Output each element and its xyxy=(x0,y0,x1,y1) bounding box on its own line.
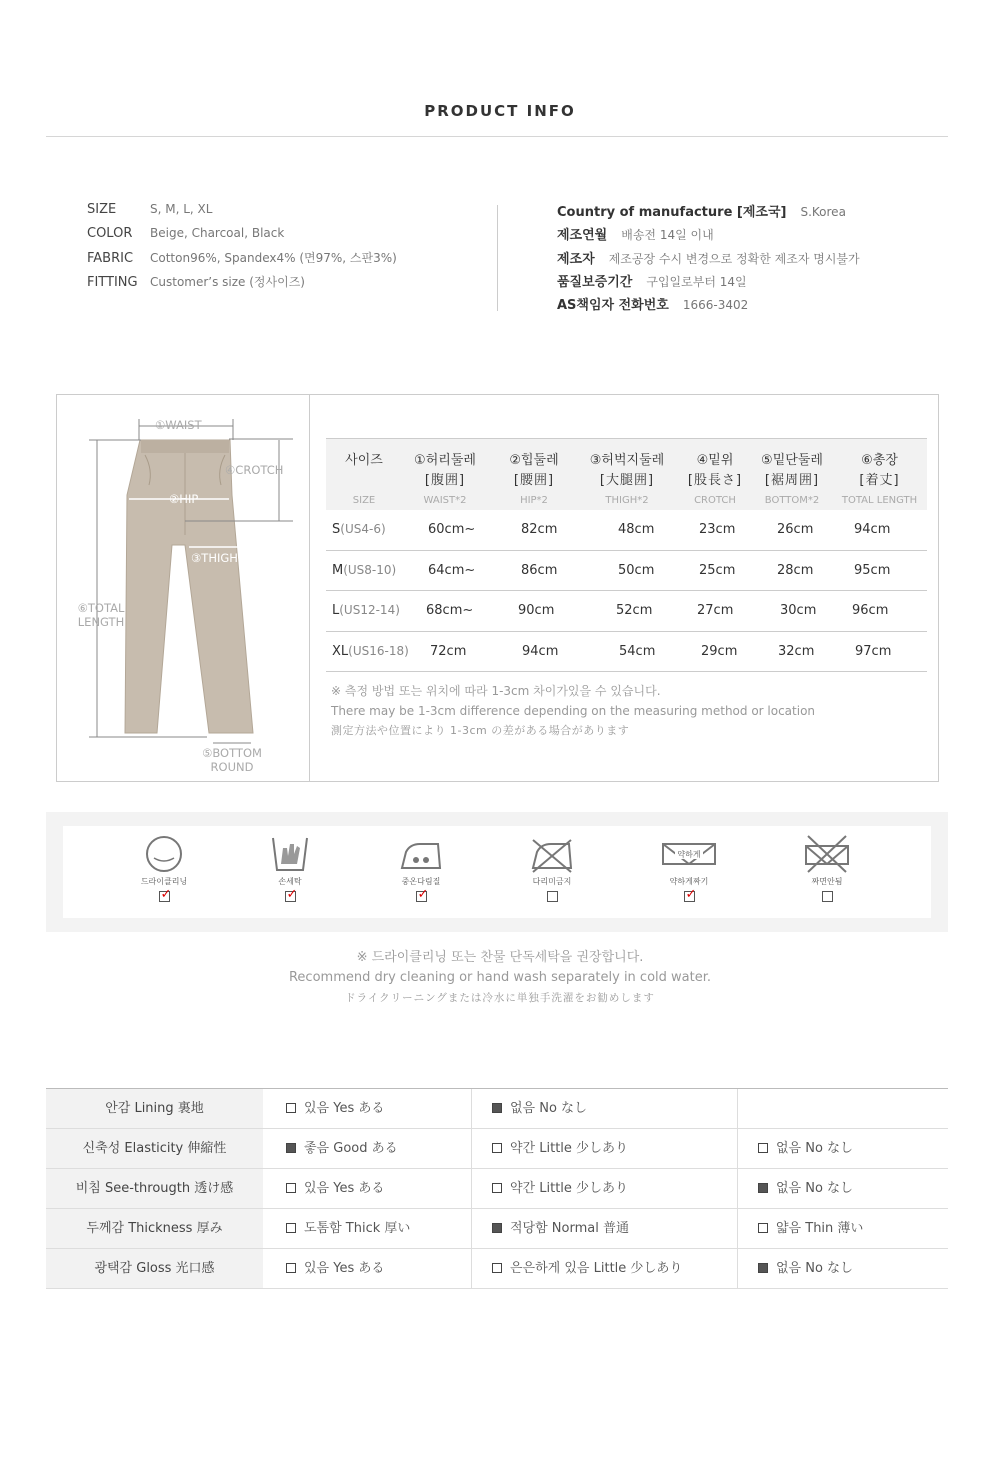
size-cell xyxy=(332,563,396,578)
attribute-option xyxy=(492,1169,628,1208)
attribute-option-selected xyxy=(492,1089,587,1128)
care-panel xyxy=(46,812,948,932)
size-cell xyxy=(332,603,400,618)
option-box xyxy=(758,1143,768,1153)
waist-label: ①WAIST xyxy=(155,418,202,432)
attribute-option xyxy=(286,1249,384,1288)
option-box-filled xyxy=(758,1263,768,1273)
attribute-row-gloss xyxy=(46,1249,948,1289)
spec-row xyxy=(87,202,397,226)
table-row xyxy=(326,632,927,673)
bottom-round-label-line1: ⑤BOTTOM xyxy=(202,746,262,760)
size-us: (US16-18) xyxy=(348,643,409,658)
thigh-label: ③THIGH xyxy=(191,551,238,565)
header-ja: [大腿囲] xyxy=(599,473,655,488)
care-item-hand-wash xyxy=(230,834,350,902)
option-box-filled xyxy=(492,1223,502,1233)
option-text: 있음 Yes ある xyxy=(304,1101,385,1116)
spec-key: COLOR xyxy=(87,225,133,241)
waist-cell: 72cm xyxy=(430,643,467,659)
size-name: XL xyxy=(332,643,349,659)
thigh-cell: 54cm xyxy=(619,643,656,659)
care-item-no-wring xyxy=(767,834,887,902)
attribute-label: 신축성 Elasticity 伸縮性 xyxy=(46,1129,263,1168)
waist-cell: 64cm~ xyxy=(428,562,476,578)
spec-key: FABRIC xyxy=(87,251,134,266)
header-ja: [腰囲] xyxy=(513,473,555,488)
attribute-option-selected xyxy=(758,1169,853,1208)
option-text: 없음 No なし xyxy=(776,1181,854,1196)
option-text: 좋음 Good ある xyxy=(304,1141,398,1156)
option-box xyxy=(286,1263,296,1273)
waist-cell: 68cm~ xyxy=(426,603,474,618)
spec-list-right xyxy=(557,201,860,317)
total-cell: 96cm xyxy=(852,603,889,618)
bottom-cell: 32cm xyxy=(778,643,815,659)
spec-value: 구입일로부터 14일 xyxy=(646,274,747,289)
attribute-option xyxy=(492,1249,682,1288)
care-item-iron-medium xyxy=(361,834,481,902)
spec-row xyxy=(557,248,860,271)
attribute-option-selected xyxy=(758,1249,853,1288)
column-divider xyxy=(737,1129,738,1168)
pants-illustration xyxy=(57,395,310,781)
option-box xyxy=(286,1103,296,1113)
care-checkbox-checked xyxy=(416,887,429,902)
size-us: (US8-10) xyxy=(343,562,397,577)
spec-row xyxy=(557,201,860,224)
size-table xyxy=(326,438,927,672)
option-text: 약간 Little 少しあり xyxy=(510,1141,629,1156)
table-row xyxy=(326,551,927,592)
no-wring-icon xyxy=(802,834,852,874)
option-box xyxy=(286,1183,296,1193)
header-ko: ①허리둘레 xyxy=(414,453,476,468)
care-item-no-iron xyxy=(492,834,612,902)
header-size xyxy=(326,451,402,509)
total-length-label-line1: ⑥TOTAL xyxy=(77,601,125,615)
option-text: 얇음 Thin 薄い xyxy=(776,1221,864,1236)
spec-list-left xyxy=(87,202,397,296)
option-text: 적당함 Normal 普通 xyxy=(510,1221,629,1236)
spec-value: 배송전 14일 이내 xyxy=(621,228,714,243)
crotch-cell: 27cm xyxy=(697,603,734,618)
thigh-cell: 52cm xyxy=(616,603,653,618)
option-text: 없음 No なし xyxy=(510,1101,588,1116)
size-name: M xyxy=(332,562,344,578)
check-mark-icon: ✓ xyxy=(685,887,697,902)
header-ko: ③허벅지둘레 xyxy=(589,453,665,468)
header-total xyxy=(832,451,927,509)
option-box xyxy=(758,1223,768,1233)
spec-divider xyxy=(497,205,498,311)
option-box-filled xyxy=(492,1103,502,1113)
hip-cell: 94cm xyxy=(522,643,559,659)
bottom-cell: 26cm xyxy=(777,522,814,537)
attribute-option xyxy=(286,1169,384,1208)
attribute-option-selected xyxy=(492,1209,629,1248)
size-us: (US12-14) xyxy=(339,603,400,617)
header-en: WAIST*2 xyxy=(423,495,467,506)
spec-value: Cotton96%, Spandex4% (면97%, 스판3%) xyxy=(150,251,397,265)
hip-label: ②HIP xyxy=(169,492,199,506)
header-ja xyxy=(326,471,402,491)
option-box xyxy=(492,1263,502,1273)
attribute-option xyxy=(758,1129,853,1168)
header-ja: [裾周囲] xyxy=(764,473,820,488)
attribute-option-selected xyxy=(286,1129,398,1168)
attribute-row-elasticity xyxy=(46,1129,948,1169)
attribute-option xyxy=(286,1089,384,1128)
spec-value: Customer’s size (정사이즈) xyxy=(150,274,305,289)
option-text: 있음 Yes ある xyxy=(304,1181,385,1196)
spec-key: 제조연월 xyxy=(557,228,608,244)
column-divider xyxy=(737,1169,738,1208)
column-divider xyxy=(471,1129,472,1168)
care-label: 손세탁 xyxy=(278,877,302,886)
size-chart-box xyxy=(56,394,939,782)
care-checkbox-checked xyxy=(285,887,298,902)
attribute-row-lining xyxy=(46,1089,948,1129)
header-bottom xyxy=(752,451,832,509)
option-text: 약간 Little 少しあり xyxy=(510,1181,629,1196)
size-us: (US4-6) xyxy=(340,522,386,536)
spec-row xyxy=(557,224,860,247)
care-note-ja: ドライクリーニングまたは冷水に単独手洗濯をお勧めします xyxy=(345,992,655,1004)
header-ko: ⑥총장 xyxy=(861,453,898,468)
spec-row xyxy=(87,249,397,273)
care-label: 드라이클리닝 xyxy=(140,877,188,886)
care-checkbox-checked xyxy=(159,887,172,902)
size-cell xyxy=(332,522,386,537)
spec-row xyxy=(87,226,397,250)
spec-value: Beige, Charcoal, Black xyxy=(150,225,285,240)
title-divider xyxy=(46,136,948,137)
no-iron-icon xyxy=(529,834,575,874)
care-label: 약하게짜기 xyxy=(669,877,709,886)
header-ja: [着丈] xyxy=(859,473,900,488)
care-checkbox-unchecked xyxy=(547,891,558,902)
spec-value: 제조공장 수시 변경으로 정확한 제조자 명시불가 xyxy=(608,251,860,266)
header-ja: [腹囲] xyxy=(424,473,466,488)
column-divider xyxy=(471,1089,472,1128)
option-box xyxy=(492,1143,502,1153)
hip-cell: 90cm xyxy=(518,603,555,618)
care-notes xyxy=(0,948,1000,1008)
spec-row xyxy=(557,271,860,294)
bottom-cell: 28cm xyxy=(777,562,814,578)
header-en: TOTAL LENGTH xyxy=(841,495,918,506)
fabric-attributes-table xyxy=(46,1088,948,1289)
care-item-dry-clean xyxy=(104,834,224,902)
crotch-cell: 25cm xyxy=(699,562,736,578)
attribute-label: 광택감 Gloss 光口感 xyxy=(46,1249,263,1288)
spec-key: 제조자 xyxy=(557,251,595,267)
header-crotch xyxy=(674,451,756,509)
svg-text:약하게: 약하게 xyxy=(677,850,701,859)
column-divider xyxy=(737,1249,738,1288)
option-text: 도톰함 Thick 厚い xyxy=(304,1221,411,1236)
header-en: HIP*2 xyxy=(520,495,548,506)
header-en: CROTCH xyxy=(694,495,736,506)
pants-diagram xyxy=(57,395,310,781)
header-ko: ④밑위 xyxy=(696,453,734,468)
table-row xyxy=(326,591,927,632)
note-ko: ※ 측정 방법 또는 위치에 따라 1-3cm 차이가있을 수 있습니다. xyxy=(331,684,661,698)
care-label: 다리미금지 xyxy=(532,877,572,886)
attribute-option xyxy=(492,1129,628,1168)
spec-key: AS책임자 전화번호 xyxy=(557,298,669,314)
bottom-round-label xyxy=(197,746,267,774)
care-note-en: Recommend dry cleaning or hand wash separately in cold water. xyxy=(288,970,711,985)
crotch-label: ④CROTCH xyxy=(225,463,284,477)
header-en: SIZE xyxy=(352,495,376,506)
header-en: THIGH*2 xyxy=(605,495,649,506)
option-text: 은은하게 있음 Little 少しあり xyxy=(510,1261,683,1276)
hand-wash-icon xyxy=(267,834,313,874)
check-mark-icon: ✓ xyxy=(160,887,172,902)
spec-value: S.Korea xyxy=(800,205,846,219)
spec-row xyxy=(557,294,860,317)
attribute-option xyxy=(286,1209,410,1248)
measurement-notes xyxy=(331,681,815,741)
thigh-cell: 50cm xyxy=(618,562,655,578)
hip-cell: 86cm xyxy=(521,562,558,578)
column-divider xyxy=(471,1169,472,1208)
option-box xyxy=(492,1183,502,1193)
note-ja: 測定方法や位置により 1-3cm の差がある場合があります xyxy=(331,724,630,737)
header-ja: [股長さ] xyxy=(687,473,743,488)
header-thigh xyxy=(580,451,674,509)
care-symbols xyxy=(63,826,931,918)
header-ko: ②힙둘레 xyxy=(509,453,559,468)
dry-clean-icon xyxy=(141,834,187,874)
attribute-label: 안감 Lining 裏地 xyxy=(46,1089,263,1128)
attribute-option xyxy=(758,1209,863,1248)
crotch-cell: 29cm xyxy=(701,643,738,659)
column-divider xyxy=(737,1089,738,1128)
attribute-label: 비침 See-througth 透け感 xyxy=(46,1169,263,1208)
total-cell: 97cm xyxy=(855,643,892,659)
header-waist xyxy=(402,451,488,509)
total-cell: 94cm xyxy=(854,522,891,537)
hip-cell: 82cm xyxy=(521,522,558,537)
care-checkbox-unchecked xyxy=(822,891,833,902)
header-hip xyxy=(488,451,580,509)
care-note-ko: ※ 드라이클리닝 또는 찬물 단독세탁을 권장합니다. xyxy=(356,950,644,965)
check-mark-icon: ✓ xyxy=(417,887,429,902)
option-text: 없음 No なし xyxy=(776,1141,854,1156)
option-text: 있음 Yes ある xyxy=(304,1261,385,1276)
header-ko: 사이즈 xyxy=(345,453,383,468)
care-label: 중온다림질 xyxy=(401,877,441,886)
option-box-filled xyxy=(758,1183,768,1193)
column-divider xyxy=(737,1209,738,1248)
crotch-cell: 23cm xyxy=(699,522,736,537)
attribute-label: 두께감 Thickness 厚み xyxy=(46,1209,263,1248)
spec-value: 1666-3402 xyxy=(682,298,749,313)
care-label: 짜면안됨 xyxy=(811,877,843,886)
spec-key: SIZE xyxy=(87,202,117,217)
size-cell xyxy=(332,644,409,659)
thigh-cell: 48cm xyxy=(618,522,655,537)
spec-value: S, M, L, XL xyxy=(150,202,213,216)
header-en: BOTTOM*2 xyxy=(764,495,820,506)
spec-key: FITTING xyxy=(87,274,138,290)
table-row xyxy=(326,510,927,551)
bottom-cell: 30cm xyxy=(780,603,817,618)
iron-medium-icon xyxy=(398,834,444,874)
size-name: S xyxy=(332,522,341,537)
waist-cell: 60cm~ xyxy=(428,522,476,537)
column-divider xyxy=(471,1209,472,1248)
note-en: There may be 1-3cm difference depending on the measuring method or location xyxy=(331,704,816,718)
header-ko: ⑤밑단둘레 xyxy=(761,453,823,468)
bottom-round-label-line2: ROUND xyxy=(210,760,254,774)
option-box-filled xyxy=(286,1143,296,1153)
column-divider xyxy=(471,1249,472,1288)
total-length-label-line2: LENGTH xyxy=(77,615,125,629)
check-mark-icon: ✓ xyxy=(286,887,298,902)
care-item-wring-gently xyxy=(629,834,749,902)
spec-key: Country of manufacture [제조국] xyxy=(557,205,787,220)
size-name: L xyxy=(332,603,340,618)
option-text: 없음 No なし xyxy=(776,1261,854,1276)
option-box xyxy=(286,1223,296,1233)
care-checkbox-checked xyxy=(684,887,697,902)
size-table-header xyxy=(326,438,927,510)
spec-key: 품질보증기간 xyxy=(557,274,633,290)
wring-gently-icon xyxy=(659,834,719,874)
spec-row xyxy=(87,273,397,297)
total-cell: 95cm xyxy=(854,562,891,578)
page-title: PRODUCT INFO xyxy=(424,102,576,120)
attribute-row-thickness xyxy=(46,1209,948,1249)
total-length-label xyxy=(71,601,131,629)
attribute-row-see-through xyxy=(46,1169,948,1209)
